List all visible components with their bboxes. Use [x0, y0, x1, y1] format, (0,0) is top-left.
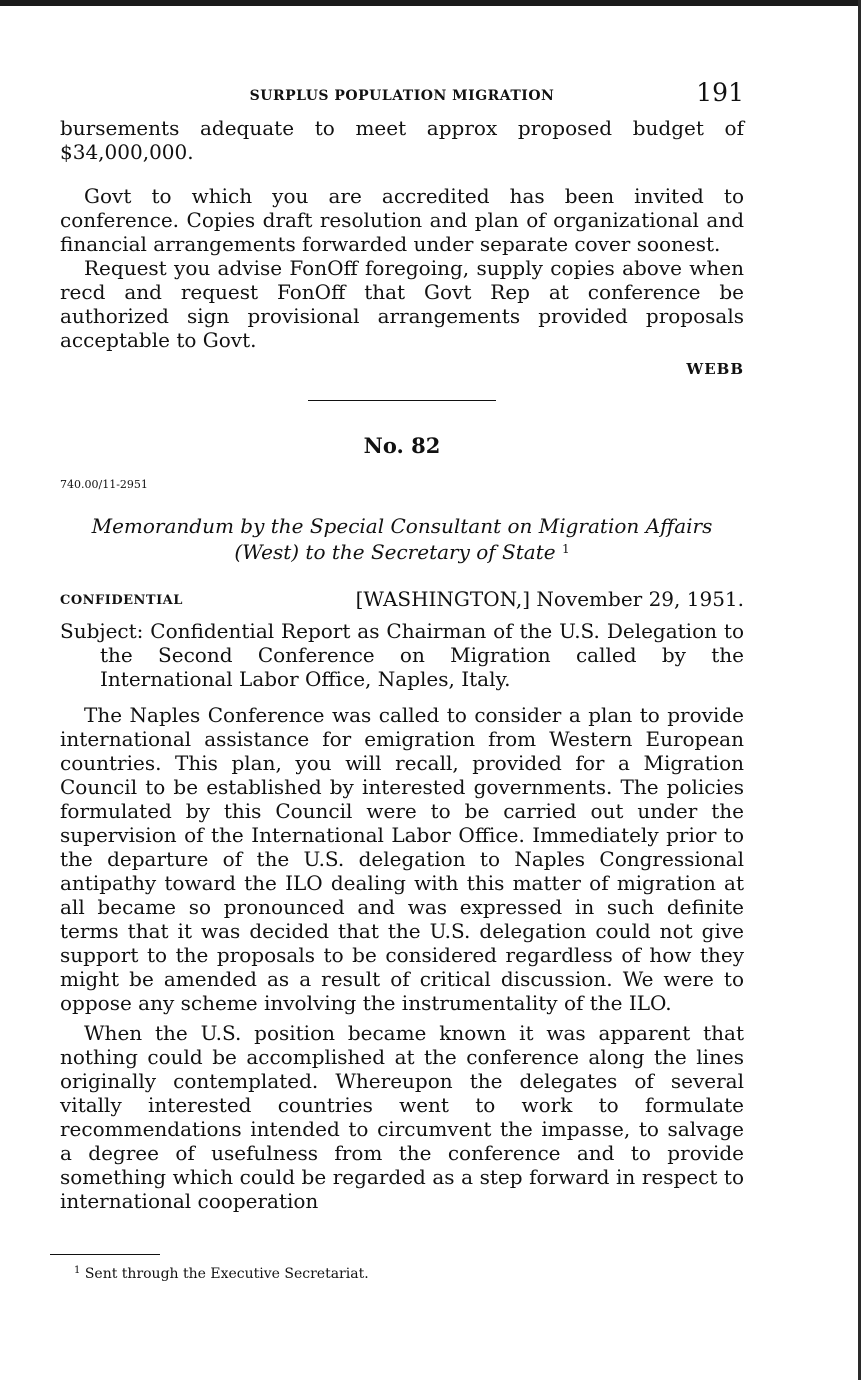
place-date: [WASHINGTON,] November 29, 1951.: [355, 587, 744, 611]
page-header: [60, 76, 744, 116]
body-paragraph-2: When the U.S. position became known it was apparent that nothing could be accomplished at the conference along the lines originally contemplated. Whereupon the delegates of several vitally interested countries went to work to formulate recommendations intended to circumvent the impasse, to salvage a degree of usefulness from the conference and to provide something which could be regarded as a step forward in respect to international cooperation: [60, 1021, 744, 1213]
footnote-text: Sent through the Executive Secretariat.: [84, 1266, 369, 1282]
subject-line: Subject: Confidential Report as Chairman of the U.S. Delegation to the Second Conference on Migration called by the International Labor Office, Naples, Italy.: [60, 619, 744, 691]
footnote-divider: [50, 1254, 160, 1255]
invitation-paragraph: Govt to which you are accredited has been invited to conference. Copies draft resolution and plan of organizational and financial arrangements forwarded under separate cover soonest.: [60, 184, 744, 256]
body-paragraph-1: The Naples Conference was called to consider a plan to provide international assistance for emigration from Western European countries. This plan, you will recall, provided for a Migration Council to be established by interested governments. The policies formulated by this Council were to be carried out under the supervision of the International Labor Office. Immediately prior to the departure of the U.S. delegation to Naples Congressional antipathy toward the ILO dealing with this matter of migration at all became so pronounced and was expressed in such definite terms that it was decided that the U.S. delegation could not give support to the proposals to be considered regardless of how they might be amended as a result of critical discussion. We were to oppose any scheme involving the instrumentality of the ILO.: [60, 703, 744, 1015]
classification-label: CONFIDENTIAL: [60, 593, 183, 608]
document-title: [60, 513, 744, 565]
file-reference: 740.00/11-2951: [60, 478, 148, 491]
request-paragraph: Request you advise FonOff foregoing, supply copies above when recd and request FonOff that Govt Rep at conference be authorized sign provisional arrangements provided proposals acceptable to Govt.: [60, 256, 744, 352]
document-page: [60, 76, 744, 1213]
title-line-2: (West) to the Secretary of State: [234, 540, 556, 564]
continuation-paragraph: bursements adequate to meet approx proposed budget of $34,000,000.: [60, 116, 744, 164]
footnote: [74, 1266, 369, 1282]
title-line-2-wrapper: [60, 539, 744, 565]
running-title: SURPLUS POPULATION MIGRATION: [249, 88, 555, 104]
section-divider: [308, 400, 496, 401]
footnote-mark: 1: [74, 1265, 81, 1276]
page-top-edge: [0, 0, 861, 6]
page-number: 191: [696, 78, 744, 107]
title-line-1: Memorandum by the Special Consultant on Migration Affairs: [91, 514, 713, 538]
classification-line: [60, 587, 744, 613]
title-footnote-mark: 1: [561, 542, 570, 556]
signature: WEBB: [686, 360, 744, 378]
document-number: No. 82: [363, 433, 441, 458]
